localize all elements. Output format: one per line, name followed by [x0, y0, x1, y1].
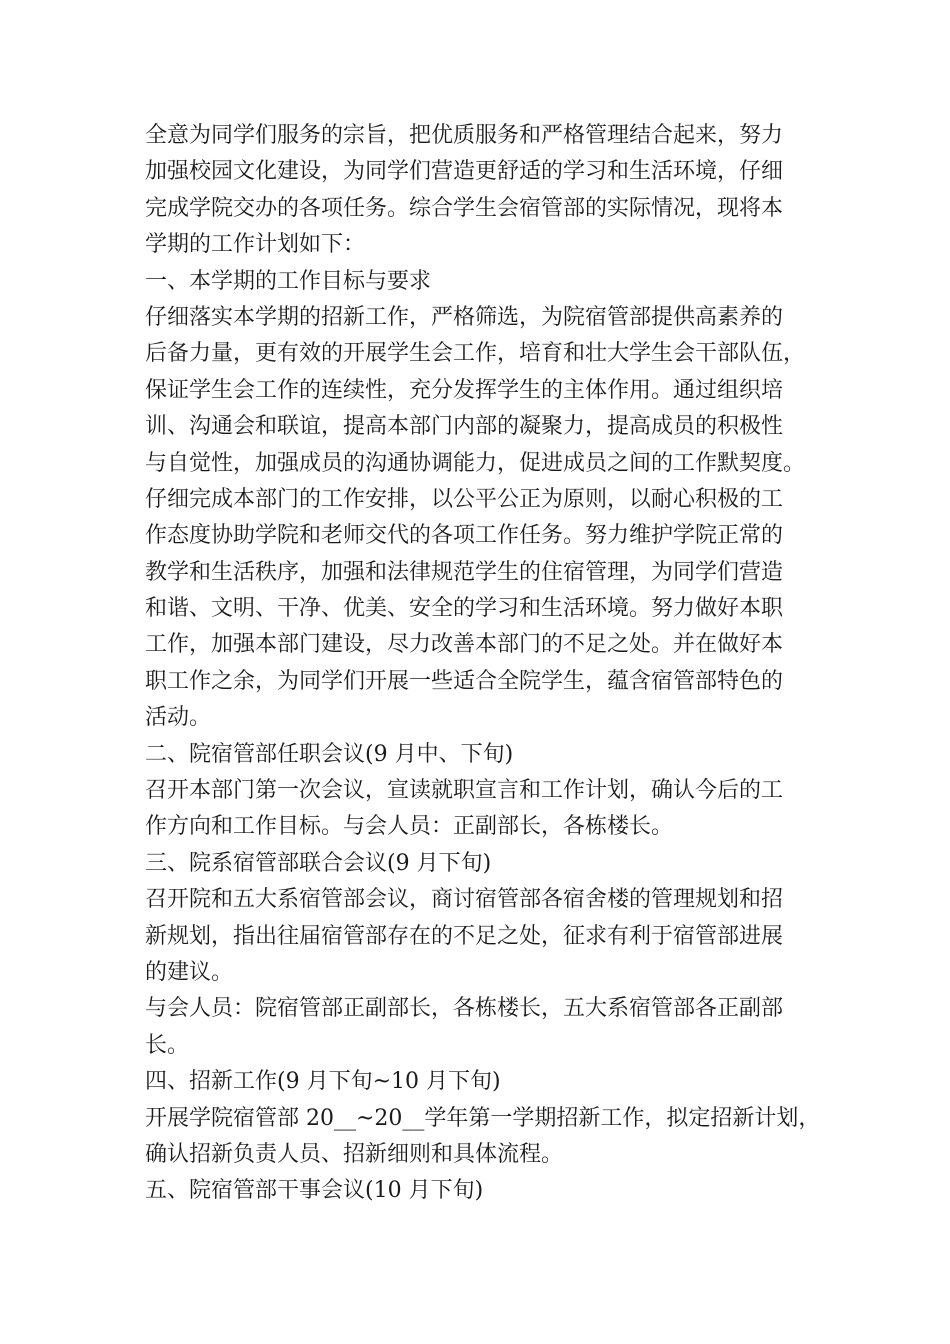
paragraph-line: 仔细落实本学期的招新工作，严格筛选，为院宿管部提供高素养的: [145, 304, 784, 330]
paragraph-line: 确认招新负责人员、招新细则和具体流程。: [145, 1141, 564, 1167]
section-heading-staff-meeting: 五、院宿管部干事会议(10 月下旬): [145, 1178, 484, 1204]
document-body: [145, 118, 825, 1210]
paragraph-line: 与自觉性，加强成员的沟通协调能力，促进成员之间的工作默契度。: [145, 450, 806, 476]
section-heading-appointment-meeting: 二、院宿管部任职会议(9 月中、下旬): [145, 741, 514, 767]
paragraph-line: 后备力量，更有效的开展学生会工作，培育和壮大学生会干部队伍，: [145, 341, 806, 367]
intro-line: 全意为同学们服务的宗旨，把优质服务和严格管理结合起来，努力: [145, 123, 784, 148]
paragraph-line: 工作，加强本部门建设，尽力改善本部门的不足之处。并在做好本: [145, 632, 784, 658]
paragraph-line: 的建议。: [145, 959, 234, 985]
intro-line: 完成学院交办的各项任务。综合学生会宿管部的实际情况，现将本: [145, 195, 784, 221]
intro-line: 学期的工作计划如下：: [145, 232, 366, 258]
paragraph-line: 与会人员：院宿管部正副部长，各栋楼长，五大系宿管部各正副部: [145, 996, 784, 1022]
paragraph-line: 作态度协助学院和老师交代的各项工作任务。努力维护学院正常的: [145, 523, 784, 549]
section-heading-joint-meeting: 三、院系宿管部联合会议(9 月下旬): [145, 850, 492, 876]
paragraph-line: 新规划，指出往届宿管部存在的不足之处，征求有利于宿管部进展: [145, 923, 784, 949]
section-heading-goals: 一、本学期的工作目标与要求: [145, 268, 432, 294]
paragraph-line: 开展学院宿管部 20__~20__学年第一学期招新工作，拟定招新计划，: [145, 1105, 821, 1131]
paragraph-line: 教学和生活秩序，加强和法律规范学生的住宿管理，为同学们营造: [145, 559, 784, 585]
paragraph-line: 长。: [145, 1032, 190, 1058]
paragraph-line: 和谐、文明、干净、优美、安全的学习和生活环境。努力做好本职: [145, 596, 784, 622]
paragraph-line: 作方向和工作目标。与会人员：正副部长，各栋楼长。: [145, 814, 674, 840]
paragraph-line: 召开本部门第一次会议，宣读就职宣言和工作计划，确认今后的工: [145, 778, 784, 804]
paragraph-line: 活动。: [145, 705, 212, 731]
section-heading-recruitment: 四、招新工作(9 月下旬~10 月下旬): [145, 1069, 501, 1095]
paragraph-line: 训、沟通会和联谊，提高本部门内部的凝聚力，提高成员的积极性: [145, 414, 784, 440]
paragraph-line: 职工作之余，为同学们开展一些适合全院学生，蕴含宿管部特色的: [145, 668, 784, 694]
paragraph-line: 保证学生会工作的连续性，充分发挥学生的主体作用。通过组织培: [145, 377, 784, 403]
intro-line: 加强校园文化建设，为同学们营造更舒适的学习和生活环境，仔细: [145, 159, 784, 185]
paragraph-line: 仔细完成本部门的工作安排，以公平公正为原则，以耐心积极的工: [145, 486, 784, 512]
paragraph-line: 召开院和五大系宿管部会议，商讨宿管部各宿舍楼的管理规划和招: [145, 887, 784, 913]
